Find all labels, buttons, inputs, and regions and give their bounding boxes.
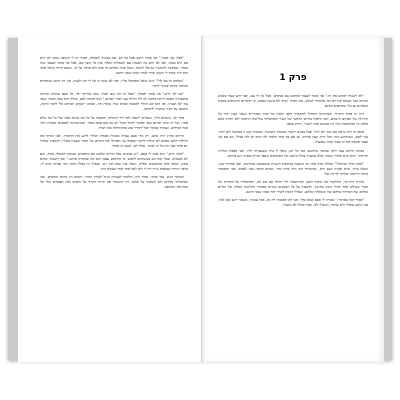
paragraph: אחר כך, כשהוא הלך, נשארתי לשבת לבד ליד השולחן וחשבתי על כל מה שהוא אמר ועל כל מה שלא אמר, ועל זה שיש דברים שאי אפשר להגיד בקול רם גם כשרוצים מאוד, ושהשתיקה לפעמים אומרת יותר מכל המילים, ושמחר בבוקר הכל יתחיל שוב מההתחלה כמו תמיד. (40, 115, 188, 130)
paragraph: "אתה יודע," הוא אמר לי פעם, "יש אנשים שכל החיים שלהם הם מחפשים תשובה לשאלה אחת, והם לא מוצאים, ובכל זאת הם ממשיכים לחפש, כי החיפוש עצמו הוא מה שמחזיק אותם." ואני חשבתי שהוא צודק, ושאני אחד מהאנשים האלה, ושאין בזה שום דבר רע, ושאולי זה בכלל הדבר הכי אמיתי שיש לי, הדבר היחיד שבאמת שייך רק לי ולא לאף אחד אחר בעולם הזה. (40, 151, 188, 171)
paragraph: "מאיפה זה בא לך?" הוא שואל ומסתכל עליי, ואני לא עונה כי אין לי מה לענות, אני רק מושך בכתפיים ומחכה שהוא ימשיך לדבר. (40, 79, 188, 89)
paragraph: מכאן זה היה נראה כמו עוד יום רגיל, אבל בפנים ידעתי שמשהו השתנה, שמשהו קטן זז ממקומו ולא יחזור עוד לשם, ושמהרגע הזה הכל יהיה קצת אחרת, גם אם אף אחד מלבדי לא ישים לב לזה בכלל, וגם אם אני עצמי אשכח את זה בעוד כמה שבועות. (218, 130, 368, 145)
paragraph: "אתה הולך הביתה?" שאלה אותי אחר כך השכנה מהקומה השנייה כשנפגשנו במדרגות, ואני אמרתי שכן, ושאני עייף, והיא אמרה שגם היא, ושהחורף הזה היה ארוך מדי, ושהיא מחכה כבר לאביב, ואני הסכמתי איתה וחייכתי ועליתי לדירה שלי. (218, 161, 368, 176)
paragraph: "בסוף הכל מסתדר," אמרה לי פעם אמא שלי, ואני לא האמנתי לה אז, אבל עכשיו, כשאני יושב כאן לבד, אני חושב שאולי היא צדקה, ושאולי לא, ושזה בכלל לא משנה. (218, 198, 368, 208)
paragraph: "לא לשכוח לכתוב את זה," אני אומר לעצמי ומחפש עט בכיסים, אבל אין לי עט, ואני יודע שעד שאגיע הביתה כבר אשכח את רוב מה שרציתי לכתוב, כמו תמיד, ושזה לא משנה באמת, כי הדברים החשובים באמת נשארים גם בלי שכותבים אותם. (218, 94, 368, 108)
paragraph: הרחוב בחוץ היה שקט, רק מדי פעם עברה מכונית ופנסיה האירו לרגע את התקרה, ואני זכרתי את הלילות ההם שבהם לא יכולתי לישון ושכבתי ער וספרתי את הקווים של האור שעברו מעליי, וחשבתי שאולי יום אחד אבין מה כל זה אומר, ואולי לא, ושגם זה בסדר. (40, 133, 188, 148)
paragraph: "אני לא יודע," אני אומר לבסוף, "אבל זה היה שם תמיד, מאז שהייתי ילד, כל פעם שחזרנו הביתה מהעבודה ואמא הייתה מחכה לנו ליד הדלת עם האור הצהוב." הוא מהנהן לאט, כאילו הוא מבין משהו שאני עוד לא הבנתי, ואז הוא קם והולך למטבח ומביא שתי כוסות תה, ואנחנו יושבים ושותים בלי לדבר הרבה, והשעון על הקיר ממשיך לתקתק. (40, 92, 188, 112)
right-page (204, 36, 384, 362)
left-page (18, 36, 202, 362)
paragraph: בפינת הרחוב עמד הזקן שמוכר עיתונים, כמו כל יום, ונופף לי בידו כשעברתי לידו, ואני נופפתי בחזרה וחייכתי, והוא קרא אחריי משהו שלא שמעתי בגלל הרעש של האוטובוס שעבר בדיוק באותו רגע ברחוב. (218, 148, 368, 158)
paragraph: בדירה היה קר, והדלקתי את התנור הקטן והתיישבתי ליד החלון עם כוס תה, והסתכלתי על האורות של העיר שנדלקו אחד אחרי השני בחושך, וחשבתי על כל האנשים שגרים מאחורי החלונות האלה, על החיים שלהם ועל הסודות שלהם ועל השאלות שלהם, שאולי דומות לשלי יותר ממה שאני חושב. (218, 179, 368, 194)
chapter-title: פרק 1 (279, 73, 307, 83)
paragraph: היה זה בסוף החורף, כשהימים התחילו להתארך לאט והאור של אחר הצהריים נשאר קצת יותר על הקירות של הבתים הישנים, ואני הלכתי ברחוב הראשי של העיר והסתכלתי בחלונות הראווה ולא ראיתי בהם כלום, כי המחשבות שלי היו במקום אחר לגמרי, רחוק מכאן. (218, 112, 368, 127)
paragraph: והבוקר הגיע, כמו תמיד, אפור ולח, והלכתי לעבודה ברגל לאורך הנהר, והמים היו כהים ושקטים, ואני הסתכלתי עליהם ולא חשבתי על כלום, רק הרגשתי את הרוח הקרה על הפנים ואת הצעדים שלי על המדרכה הרטובה. (40, 175, 188, 190)
paragraph: "אבל, אני אומר," אני אומר ויושב אבל פה לא, כמו בסוגיה לשאלה, תמיד יש לי תשובה שאני לא יודע אם היא נכונה, ואני לא יודע מה לעשות עם השאלות האלה שהן כל הזמן שם, אבל אני אומר לעצמי שזה בסדר, שאפשר להמשיך גם בלי לדעת, ושכל אחד מאיתנו חי ככה ולא מדבר על זה, ושאם הייתי שואל אותו הוא היה אומר לי משהו אחר לגמרי ממה שאני חושב. (40, 56, 188, 75)
